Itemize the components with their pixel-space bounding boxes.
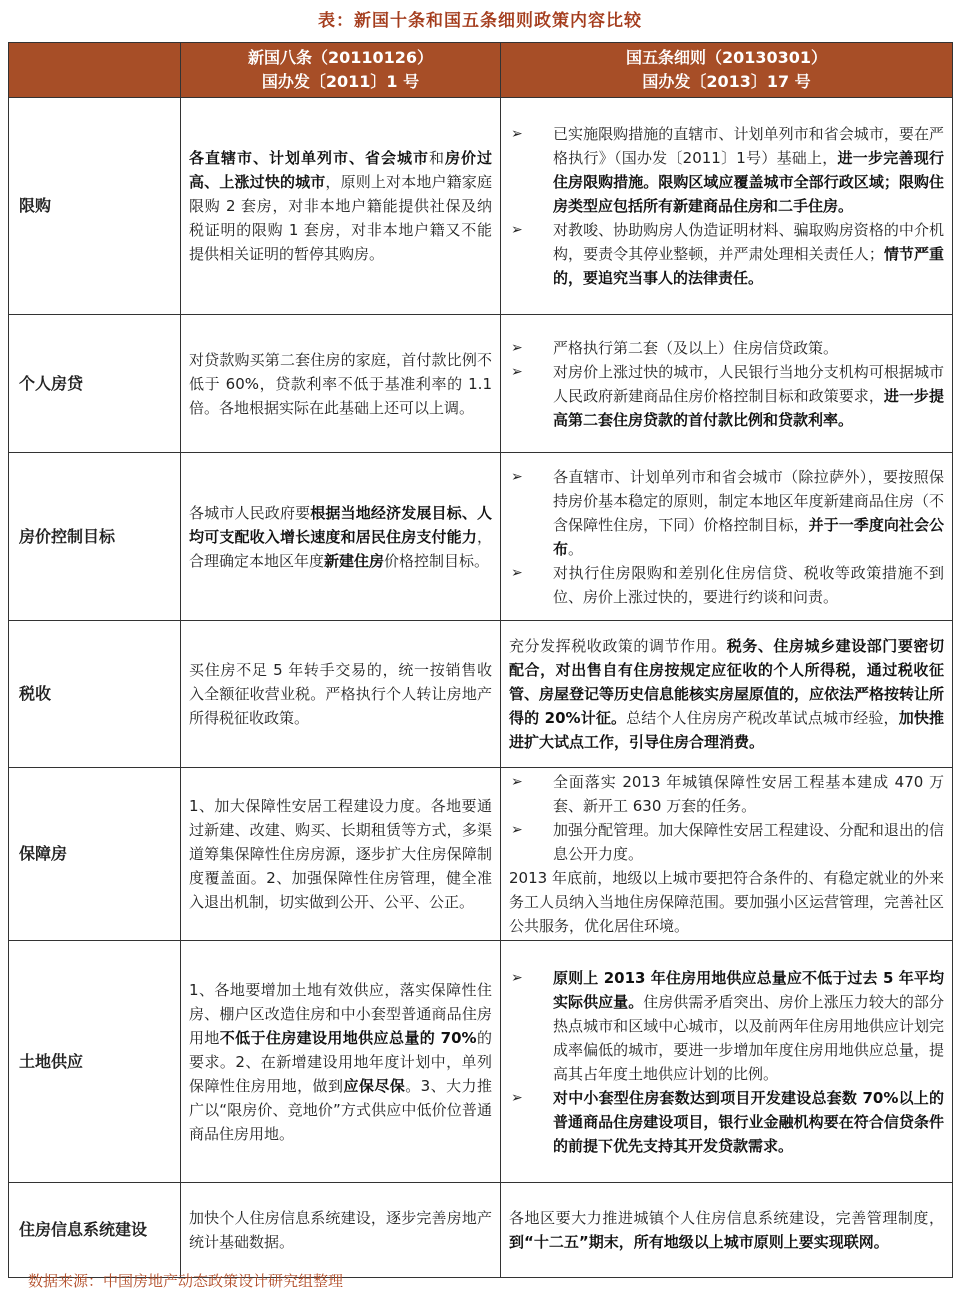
new-policy-text: 的要求。2、在新增建设用地年度计划中，单列保障性住房用地，做到 bbox=[189, 1028, 492, 1095]
new-policy-text: 和 bbox=[428, 149, 445, 167]
old-policy-text: 加强分配管理。加大保障性安居工程建设、分配和退出的信息公开力度。 bbox=[553, 821, 944, 863]
old-policy-text: 税务、住房城乡建设部门要密切配合，对出售自有住房按规定应征收的个人所得税，通过税收征管、房屋登记等历史信息能核实房屋原值的，应依法严格按转让所得的 20%计征。 bbox=[509, 637, 945, 727]
table-row bbox=[9, 1183, 953, 1278]
old-policy-cell bbox=[501, 1183, 953, 1278]
old-policy-text: 。 bbox=[568, 539, 584, 558]
old-policy-text: 各地区要大力推进城镇个人住房信息系统建设，完善管理制度， bbox=[509, 1209, 944, 1227]
table-row bbox=[9, 453, 953, 621]
old-policy-text: 加快推进扩大试点工作，引导住房合理消费。 bbox=[509, 709, 944, 751]
header-old-policy bbox=[501, 43, 953, 98]
bullet-item bbox=[509, 218, 944, 290]
old-policy-text: 各直辖市、计划单列市和省会城市（除拉萨外），要按照保持房价基本稳定的原则，制定本地区年度新建商品住房（不含保障性住房，下同）价格控制目标， bbox=[553, 467, 944, 534]
new-policy-text: 价格控制目标。 bbox=[384, 551, 490, 570]
row-category: 个人房贷 bbox=[9, 315, 181, 453]
old-policy-text: 原则上 2013 年住房用地供应总量应不低于过去 5 年平均实际供应量。 bbox=[553, 968, 944, 1011]
old-policy-cell bbox=[501, 621, 953, 768]
old-policy-text: 对执行住房限购和差别化住房信贷、税收等政策措施不到位、房价上涨过快的，要进行约谈和问责。 bbox=[553, 563, 944, 606]
new-policy-text: 各城市人民政府要 bbox=[189, 503, 311, 522]
old-policy-cell bbox=[501, 453, 953, 621]
old-policy-text: 2013 年底前，地级以上城市要把符合条件的、有稳定就业的外来务工人员纳入当地住房保障范围。要加强小区运营管理，完善社区公共服务，优化居住环境。 bbox=[509, 869, 945, 935]
old-policy-cell bbox=[501, 768, 953, 941]
header-empty-cell bbox=[9, 43, 181, 98]
new-policy-text: 对贷款购买第二套住房的家庭，首付款比例不低于 60%，贷款利率不低于基准利率的 1.1 倍。各地根据实际在此基础上还可以上调。 bbox=[189, 350, 492, 417]
header-old-line2: 国办发〔2013〕17 号 bbox=[642, 72, 811, 91]
new-policy-cell bbox=[181, 315, 501, 453]
new-policy-cell bbox=[181, 941, 501, 1183]
old-policy-text: 全面落实 2013 年城镇保障性安居工程基本建成 470 万套、新开工 630 万套的任务。 bbox=[553, 773, 944, 815]
new-policy-text: 1、各地要增加土地有效供应，落实保障性住房、棚户区改造住房和中小套型普通商品住房用地 bbox=[189, 980, 492, 1047]
table-row bbox=[9, 768, 953, 941]
old-policy-text: 总结个人住房房产税改革试点城市经验， bbox=[626, 709, 899, 727]
new-policy-cell bbox=[181, 453, 501, 621]
bullet-item bbox=[509, 336, 944, 360]
new-policy-text: 。3、大力推广以“限房价、竞地价”方式供应中低价位普通商品住房用地。 bbox=[189, 1076, 492, 1143]
row-category: 土地供应 bbox=[9, 941, 181, 1183]
new-policy-cell bbox=[181, 768, 501, 941]
header-new-policy bbox=[181, 43, 501, 98]
old-policy-cell bbox=[501, 941, 953, 1183]
bullet-item bbox=[509, 360, 944, 432]
old-policy-text: 充分发挥税收政策的调节作用。 bbox=[509, 637, 727, 655]
paragraph-item bbox=[509, 866, 944, 938]
table-row bbox=[9, 621, 953, 768]
table-header-row bbox=[9, 43, 953, 98]
bullet-item bbox=[509, 122, 944, 218]
bullet-item bbox=[509, 770, 944, 818]
header-new-line2: 国办发〔2011〕1 号 bbox=[261, 72, 420, 91]
new-policy-text: 新建住房 bbox=[324, 551, 385, 570]
old-policy-cell bbox=[501, 315, 953, 453]
old-policy-text: 情节严重的，要追究当事人的法律责任。 bbox=[553, 245, 944, 287]
new-policy-text: 房价过高、上涨过快的城市 bbox=[189, 149, 492, 191]
row-category: 房价控制目标 bbox=[9, 453, 181, 621]
header-new-line1: 新国八条（20110126） bbox=[247, 48, 434, 67]
old-policy-cell bbox=[501, 98, 953, 315]
page-title: 表：新国十条和国五条细则政策内容比较 bbox=[318, 11, 642, 31]
old-policy-text: 严格执行第二套（及以上）住房信贷政策。 bbox=[553, 338, 839, 357]
old-policy-text: 对教唆、协助购房人伪造证明材料、骗取购房资格的中介机构，要责令其停业整顿，并严肃处理相关责任人； bbox=[553, 221, 944, 263]
new-policy-cell bbox=[181, 621, 501, 768]
new-policy-text: 买住房不足 5 年转手交易的，统一按销售收入全额征收营业税。严格执行个人转让房地产所得税征收政策。 bbox=[189, 661, 492, 727]
bullet-item bbox=[509, 561, 944, 609]
new-policy-text: 根据当地经济发展目标、人均可支配收入增长速度和居民住房支付能力 bbox=[189, 503, 492, 546]
new-policy-cell bbox=[181, 1183, 501, 1278]
bullet-item bbox=[509, 465, 944, 561]
new-policy-text: 加快个人住房信息系统建设，逐步完善房地产统计基础数据。 bbox=[189, 1209, 492, 1251]
new-policy-cell bbox=[181, 98, 501, 315]
old-policy-text: 住房供需矛盾突出、房价上涨压力较大的部分热点城市和区域中心城市，以及前两年住房用地供应计划完成率偏低的城市，要进一步增加年度住房用地供应总量，提高其占年度土地供应计划的比例。 bbox=[553, 992, 944, 1083]
new-policy-text: 1、加大保障性安居工程建设力度。各地要通过新建、改建、购买、长期租赁等方式，多渠道筹集保障性住房房源，逐步扩大住房保障制度覆盖面。2、加强保障性住房管理，健全准入退出机制，切实做到公开、公平、公正。 bbox=[189, 797, 492, 911]
new-policy-text: 不低于住房建设用地供应总量的 70% bbox=[219, 1028, 477, 1047]
header-old-line1: 国五条细则（20130301） bbox=[625, 48, 828, 67]
old-policy-text: 到“十二五”期末，所有地级以上城市原则上要实现联网。 bbox=[509, 1233, 889, 1251]
paragraph-item bbox=[509, 634, 944, 754]
table-row bbox=[9, 941, 953, 1183]
old-policy-text: 对房价上涨过快的城市，人民银行当地分支机构可根据城市人民政府新建商品住房价格控制目标和政策要求， bbox=[553, 362, 944, 405]
row-category: 限购 bbox=[9, 98, 181, 315]
new-policy-text: 应保尽保 bbox=[343, 1076, 406, 1095]
policy-comparison-table bbox=[8, 42, 953, 1278]
row-category: 税收 bbox=[9, 621, 181, 768]
bullet-item bbox=[509, 818, 944, 866]
row-category: 住房信息系统建设 bbox=[9, 1183, 181, 1278]
old-policy-text: 进一步完善现行住房限购措施。限购区域应覆盖城市全部行政区域；限购住房类型应包括所有新建商品住房和二手住房。 bbox=[553, 149, 944, 215]
bullet-item bbox=[509, 966, 944, 1086]
paragraph-item bbox=[509, 1206, 944, 1254]
old-policy-text: 对中小套型住房套数达到项目开发建设总套数 70%以上的普通商品住房建设项目，银行业金融机构要在符合信贷条件的前提下优先支持其开发贷款需求。 bbox=[553, 1088, 944, 1155]
row-category: 保障房 bbox=[9, 768, 181, 941]
table-row bbox=[9, 315, 953, 453]
new-policy-text: ，原则上对本地户籍家庭限购 2 套房，对非本地户籍能提供社保及纳税证明的限购 1 套房，对非本地户籍又不能提供相关证明的暂停其购房。 bbox=[189, 173, 492, 263]
new-policy-text: 各直辖市、计划单列市、省会城市 bbox=[189, 149, 429, 167]
data-source-note: 数据来源：中国房地产动态政策设计研究组整理 bbox=[28, 1272, 344, 1290]
old-policy-text: 已实施限购措施的直辖市、计划单列市和省会城市，要在严格执行》（国办发〔2011〕1号）基础上， bbox=[553, 125, 944, 167]
old-policy-text: 并于一季度向社会公布 bbox=[553, 515, 944, 558]
bullet-item bbox=[509, 1086, 944, 1158]
table-row bbox=[9, 98, 953, 315]
old-policy-text: 进一步提高第二套住房贷款的首付款比例和贷款利率。 bbox=[553, 386, 944, 429]
new-policy-text: ，合理确定本地区年度 bbox=[189, 527, 492, 570]
